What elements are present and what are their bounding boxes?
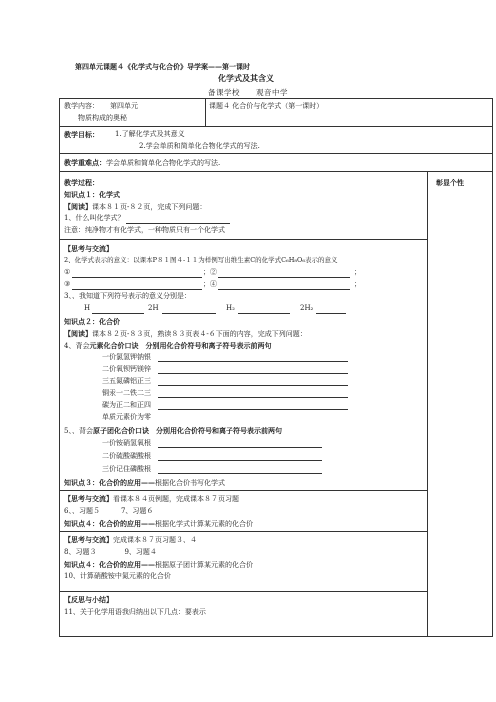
think-text-3: 完成课本８７页习题３、４ [113, 536, 197, 544]
process-cell [60, 172, 428, 637]
key-points-cell [60, 154, 493, 172]
goals-label: 教学目标： [64, 130, 99, 139]
personal-notes-title: 彰显个性 [436, 178, 464, 187]
symbol-2h-line [162, 313, 216, 314]
valence-verse-4: 铜汞一二铁二三 [102, 389, 151, 397]
knowledge-point-2: 知识点２：化合价 [64, 317, 120, 326]
question-4-bold: 元素化合价口诀 [89, 341, 139, 350]
question-10: 10、计算硝酸铵中氮元素的化合价 [64, 572, 171, 580]
key-text: 学会单质和简单化合物化学式的写法. [106, 159, 221, 167]
meaning-1-label: ① [64, 268, 71, 276]
valence-verse-1: 一价氯氢钾钠银 [102, 353, 151, 361]
question-5-prefix: 5、、背会 [64, 427, 93, 435]
think-tag-2: 【思考与交流】 [64, 494, 113, 503]
group-verse-1: 一价铵硝氢氧根 [102, 439, 151, 447]
meaning-3-label: ③ [64, 280, 71, 288]
read-tag-1: 【阅读】 [64, 202, 92, 211]
symbol-h-line [92, 313, 144, 314]
question-11: 11、关于化学用语我归纳出以下几点：要表示 [64, 608, 206, 616]
symbol-2h2-line [316, 313, 346, 314]
lesson-plan-table [59, 98, 493, 637]
meaning-2-label: ；② [203, 268, 217, 276]
valence-line-5 [158, 409, 348, 410]
think-text-2: 看课本８４页例题，完成课本８７页习题 [113, 495, 239, 503]
question-5-suffix: 分别用化合价符号和离子符号表示前两句 [148, 426, 282, 435]
goals-cell [60, 127, 493, 154]
meaning-2-line [218, 277, 350, 278]
content-value: 第四单元 [110, 102, 138, 110]
content-value-2: 物质构成的奥秘 [78, 114, 127, 122]
group-line-3 [158, 473, 322, 474]
symbol-h2-line [238, 313, 290, 314]
read-tag-2: 【阅读】 [64, 329, 92, 338]
group-verse-3: 三价记住磷酸根 [102, 465, 151, 473]
section-divider-4 [60, 591, 427, 592]
goal-item-2: 2.学会单质和简单化合物化学式的写法. [139, 142, 260, 150]
symbol-h: H [84, 304, 91, 312]
knowledge-point-5: 知识点４：化合价的应用—— [64, 560, 155, 569]
page-top-title: 第四单元课题４《化学式与化合价》导学案——第一课时 [75, 62, 250, 71]
valence-line-1 [158, 361, 348, 362]
read-text-1: 课本８１页-８２页，完成下列问题： [92, 203, 207, 211]
valence-line-2 [158, 373, 348, 374]
valence-line-4 [158, 397, 348, 398]
meaning-4-line [218, 289, 350, 290]
topic-text: 课题４ 化合价与化学式（第一课时） [209, 102, 324, 110]
question-4-prefix: 4、背会 [64, 342, 90, 350]
valence-verse-6: 单质元素价为零 [102, 413, 151, 421]
valence-verse-2: 二价氧钡钙镁锌 [102, 365, 151, 373]
knowledge-point-4-tail: 根据化学式计算某元素的化合价 [155, 520, 253, 528]
process-label: 教学过程： [64, 178, 99, 187]
section-divider-2 [60, 490, 427, 491]
personal-notes-column [428, 172, 493, 637]
knowledge-point-3-tail: 根据化合价书写化学式 [155, 479, 225, 487]
symbol-2h: 2H [148, 304, 159, 312]
section-divider-3 [60, 531, 427, 532]
page-subtitle: 化学式及其含义 [218, 73, 274, 83]
question-3: 3、、我知道下列符号表示的意义分别是： [64, 292, 191, 300]
meaning-1-line [72, 277, 202, 278]
section-divider-1 [60, 239, 427, 240]
meaning-4-label: ；④ [203, 280, 217, 288]
exercise-line-1: 6、、习题５ 7、习题６ [64, 507, 154, 515]
answer-line-1 [126, 223, 230, 224]
meaning-3-line [72, 289, 202, 290]
think-heading-1: 【思考与交流】 [64, 244, 113, 253]
meaning-2-semi: ； [354, 268, 361, 276]
read-text-2: 课本８２页-８３页，熟读８３页表４-６下面的内容，完成下列问题： [92, 330, 307, 338]
symbol-2h2: 2H₂ [300, 304, 314, 312]
content-cell [60, 99, 206, 127]
group-line-2 [158, 460, 322, 461]
topic-cell [206, 99, 493, 127]
school-line: 备课学校 观音中学 [208, 88, 288, 97]
question-4-suffix: 分别用化合价符号和离子符号表示前两句 [138, 341, 272, 350]
key-label: 教学重难点： [64, 158, 106, 167]
meaning-4-semi: ； [354, 280, 361, 288]
symbol-h2: H₂ [226, 304, 235, 312]
valence-line-3 [158, 385, 348, 386]
reflect-heading: 【反思与小结】 [64, 595, 113, 604]
knowledge-point-4: 知识点４：化合价的应用—— [64, 519, 155, 528]
question-2: 2、化学式表示的意义：以课本P８１图４-１１为样例写出维生素C的化学式C₆H₈O₆表示的意义 [64, 256, 338, 264]
knowledge-point-3: 知识点３：化合价的应用—— [64, 478, 155, 487]
note-1: 注意：纯净物才有化学式，一种物质只有一个化学式 [64, 226, 225, 234]
valence-verse-5: 碳为正二和正四 [102, 401, 151, 409]
think-tag-3: 【思考与交流】 [64, 535, 113, 544]
valence-verse-3: 三五氮磷铝正三 [102, 377, 151, 385]
content-label: 教学内容： [64, 102, 99, 110]
knowledge-point-5-tail: 根据原子团计算某元素的化合价 [155, 561, 253, 569]
group-line-1 [158, 447, 322, 448]
knowledge-point-1: 知识点１：化学式 [64, 190, 120, 199]
question-1: 1、什么叫化学式？ [64, 214, 125, 222]
exercise-line-2: 8、习题３ 9、习题４ [64, 548, 157, 556]
goal-item-1: 1.了解化学式及其意义 [115, 130, 185, 138]
question-5-bold: 原子团化合价口诀 [92, 426, 149, 435]
group-verse-2: 二价硫酸碳酸根 [102, 452, 151, 460]
